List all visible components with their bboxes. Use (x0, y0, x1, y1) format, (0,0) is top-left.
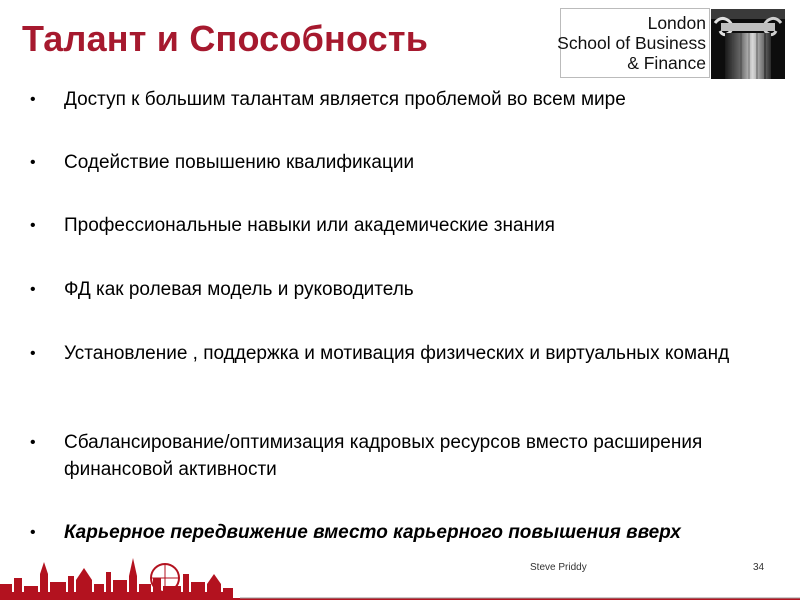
bullet-dot: • (30, 154, 36, 171)
bullet-dot: • (30, 217, 36, 234)
bullet-item (30, 212, 780, 239)
bullet-text: Карьерное передвижение вместо карьерного повышения вверх (64, 522, 681, 543)
logo-line-1: London (647, 13, 706, 33)
logo-line-3: & Finance (627, 53, 706, 73)
london-skyline-icon (0, 554, 800, 600)
bullet-dot: • (30, 345, 36, 362)
bullet-item (30, 276, 780, 303)
logo-line-2: School of Business (557, 33, 706, 53)
bullet-text: ФД как ролевая модель и руководитель (64, 279, 414, 300)
bullet-dot: • (30, 281, 36, 298)
bullet-item (30, 429, 780, 483)
bullet-dot: • (30, 434, 36, 451)
bullet-text: Доступ к большим талантам является проблемой во всем мире (64, 89, 626, 110)
footer-author: Steve Priddy (530, 562, 587, 573)
bullet-text: Сбалансирование/оптимизация кадровых ресурсов вместо расширения финансовой активности (64, 432, 703, 480)
slide-title: Талант и Способность (22, 18, 429, 59)
bullet-dot: • (30, 524, 36, 541)
bullet-text: Содействие повышению квалификации (64, 152, 415, 173)
logo-text (557, 13, 706, 73)
lsbf-logo (557, 8, 786, 80)
bullet-item (30, 86, 780, 113)
bullet-text: Установление , поддержка и мотивация физических и виртуальных команд (64, 343, 730, 364)
bullet-item (30, 340, 780, 367)
bullet-text: Профессиональные навыки или академические знания (64, 215, 555, 236)
page-number: 34 (753, 562, 765, 573)
ionic-column-icon (711, 9, 785, 79)
bullet-item-emphasized (30, 519, 780, 546)
bullet-dot: • (30, 91, 36, 108)
bullet-item (30, 149, 780, 176)
